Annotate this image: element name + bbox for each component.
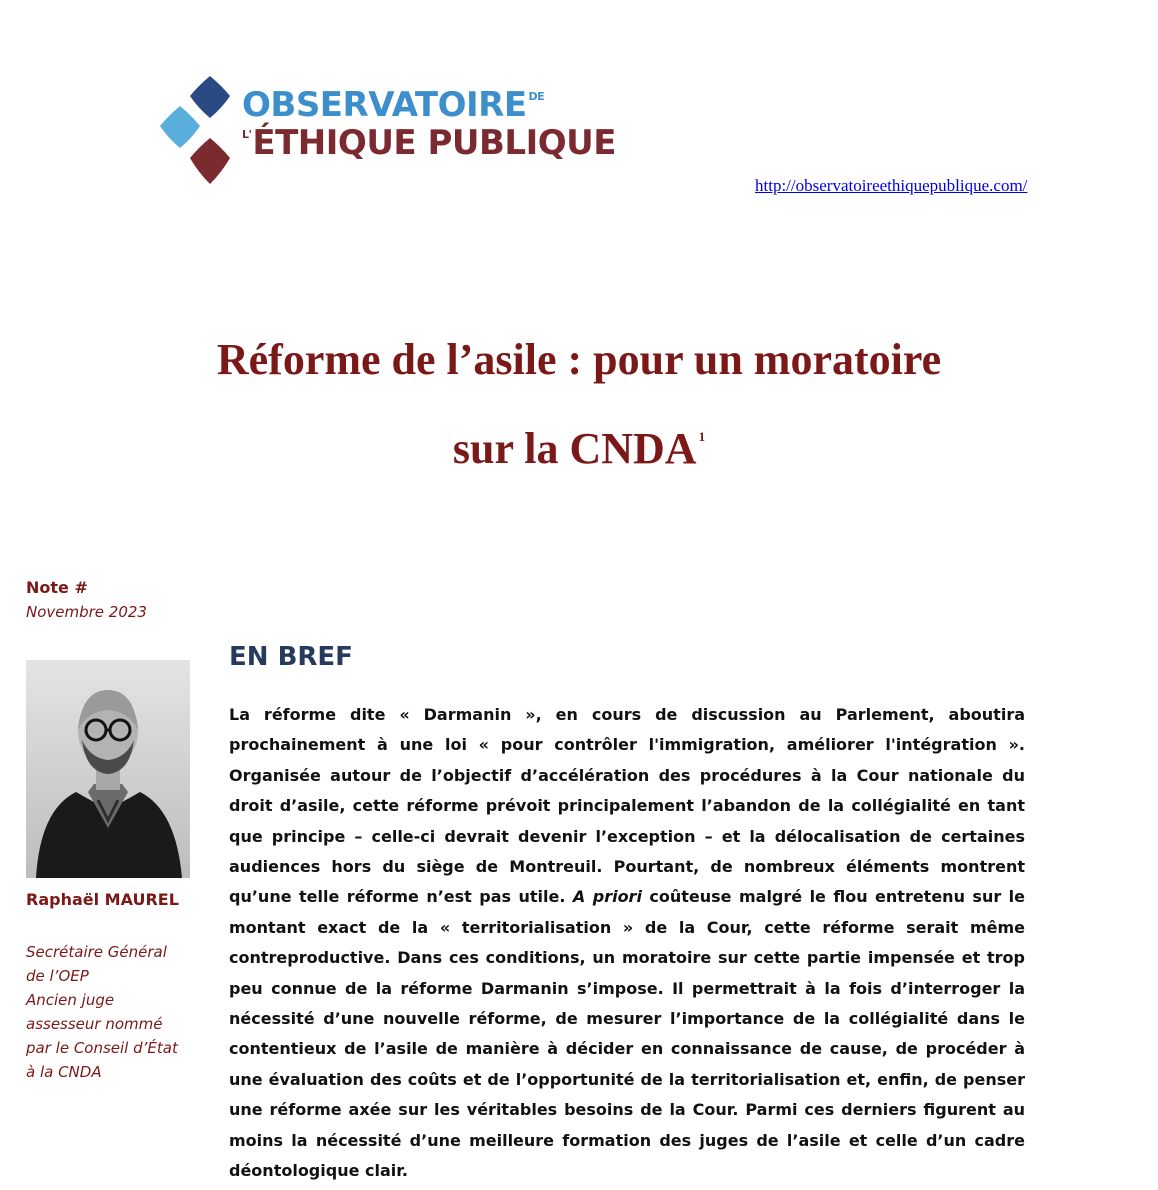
author-role-line: Ancien juge	[26, 991, 115, 1009]
author-role-line: Secrétaire Général	[26, 943, 167, 961]
website-link[interactable]: http://observatoireethiquepublique.com/	[755, 176, 1028, 195]
summary-paragraph	[229, 700, 1025, 1187]
author-role	[26, 940, 201, 1084]
page-title-line2-text: sur la CNDA	[452, 424, 697, 473]
author-sidebar	[26, 576, 201, 1081]
author-name: Raphaël MAUREL	[26, 890, 179, 909]
oep-logo	[158, 74, 616, 194]
author-role-line: assesseur nommé	[26, 1015, 163, 1033]
logo-ethique-publique: ÉTHIQUE PUBLIQUE	[252, 123, 616, 163]
summary-text-part1: La réforme dite « Darmanin », en cours de discussion au Parlement, aboutira prochainement à une loi « pour contrôler l'immigration, améliorer l'intégration ». Organisée autour de l’objectif d’accélération des procédures à la Cour nationale du droit d’asile, cette réforme prévoit principalement l’abandon de la collégialité en tant que principe – celle-ci devrait devenir l’exception – et la délocalisation de certaines audiences hors du siège de Montreuil. Pourtant, de nombreux éléments montrent qu’une telle réforme n’est pas utile.	[229, 705, 1025, 907]
note-number: Note #	[26, 578, 88, 597]
logo-de: DE	[528, 90, 545, 103]
note-date: Novembre 2023	[26, 603, 147, 621]
page-title-line1: Réforme de l’asile : pour un moratoire	[216, 335, 942, 384]
author-role-line: par le Conseil d’État	[26, 1039, 178, 1057]
author-photo	[26, 660, 190, 878]
logo-l: L'	[242, 128, 252, 141]
logo-diamonds-icon	[158, 74, 242, 192]
footnote-reference[interactable]: 1	[698, 429, 706, 444]
author-role-line: de l’OEP	[26, 967, 89, 985]
logo-wordmark	[242, 85, 616, 163]
page-title-line2	[0, 424, 1158, 473]
summary-text-part2: coûteuse malgré le flou entretenu sur le montant exact de la « territorialisation » de la Cour, cette réforme serait même contreproductive. Dans ces conditions, un moratoire sur cette partie impensée et trop peu connue de la réforme Darmanin s’impose. Il permettrait à la fois d’interroger la nécessité d’une nouvelle réforme, de mesurer l’importance de la collégialité dans le contentieux de l’asile de manière à décider en connaissance de cause, de procéder à une évaluation des coûts et de l’opportunité de la territorialisation et, enfin, de penser une réforme axée sur les véritables besoins de la Cour. Parmi ces derniers figurent au moins la nécessité d’une meilleure formation des juges de l’asile et celle d’un cadre déontologique clair.	[229, 887, 1026, 1181]
logo-observatoire: OBSERVATOIRE	[242, 85, 527, 125]
summary-text-italic: A priori	[572, 887, 642, 907]
author-role-line: à la CNDA	[26, 1063, 102, 1081]
summary-heading: EN BREF	[229, 642, 353, 672]
